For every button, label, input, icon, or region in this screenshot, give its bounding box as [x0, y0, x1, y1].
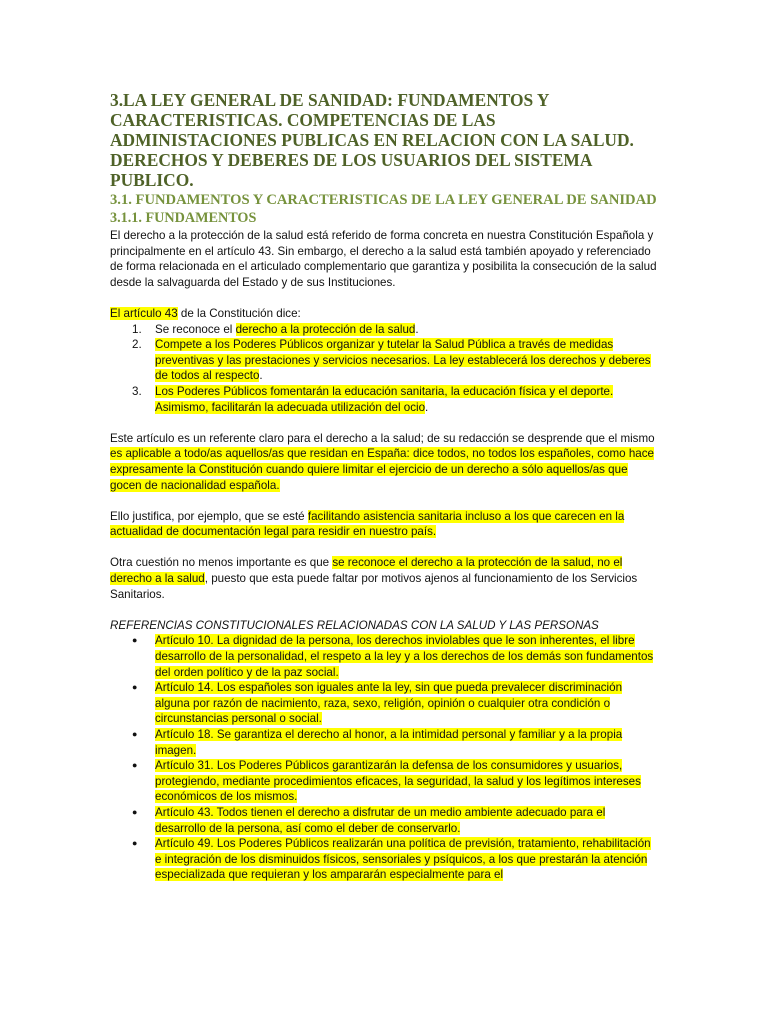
item-tail: . [259, 369, 263, 383]
paragraph-highlight: es aplicable a todo/as aquellos/as que residan en España: dice todos, no todos los españoles, como hace expresamente la Constitución cuando quiere limitar el ejercicio de un derecho a sólo aquellos/as que gocen de nacionalidad española. [110, 447, 654, 492]
list-item [110, 680, 658, 727]
bullet-icon: ● [132, 838, 138, 849]
section-heading: 3.1. FUNDAMENTOS Y CARACTERISTICAS DE LA LEY GENERAL DE SANIDAD [110, 192, 657, 208]
paragraph-highlight: se reconoce el derecho a la protección de la salud, no el derecho a la salud [110, 556, 623, 586]
reference-text: Artículo 31. Los Poderes Públicos garantizarán la defensa de los consumidores y usuarios, protegiendo, mediante procedimientos eficaces, la seguridad, la salud y los legítimos intereses económicos de los mismos. [155, 759, 641, 804]
reference-text: Artículo 18. Se garantiza el derecho al honor, a la intimidad personal y familiar y a la propia imagen. [155, 728, 623, 757]
bullet-icon: ● [132, 760, 138, 771]
bullet-icon: ● [132, 729, 138, 739]
references-title: REFERENCIAS CONSTITUCIONALES RELACIONADAS CON LA SALUD Y LAS PERSONAS [110, 618, 599, 632]
article43-lead [110, 306, 658, 322]
intro-paragraph: El derecho a la protección de la salud está referido de forma concreta en nuestra Constitución Española y principalmente en el artículo 43. Sin embargo, el derecho a la salud está también apoyado y referenciado de forma relacionada en el articulado complementario que garantiza y posibilita la consecución de la salud desde la salvaguarda del Estado y de sus Instituciones. [110, 229, 657, 289]
reference-text: Artículo 14. Los españoles son iguales ante la ley, sin que pueda prevalecer discriminación alguna por razón de nacimiento, raza, sexo, religión, opinión o cualquier otra condición o circunstancias personal o social. [155, 681, 623, 726]
item-tail: . [425, 400, 429, 414]
item-tail: . [415, 322, 419, 336]
paragraph-assistance [110, 509, 658, 540]
item-highlight: Los Poderes Públicos fomentarán la educación sanitaria, la educación física y el deporte. Asimismo, facilitarán la adecuada utilización del ocio [155, 384, 614, 414]
article43-item [110, 384, 658, 415]
paragraph-protection [110, 555, 658, 602]
paragraph-text: Ello justifica, por ejemplo, que se esté [110, 509, 308, 523]
paragraph-scope [110, 431, 658, 493]
item-text: Se reconoce el [155, 322, 236, 336]
document-content [110, 90, 658, 883]
list-item [110, 758, 658, 805]
reference-text: Artículo 49. Los Poderes Públicos realizarán una política de previsión, tratamiento, rehabilitación e integración de los disminuidos físicos, sensoriales y psíquicos, a los que prestarán la atención especializada que requieran y los ampararán especialmente para el [155, 837, 651, 882]
list-item [110, 836, 658, 883]
list-item [110, 633, 658, 680]
reference-text: Artículo 10. La dignidad de la persona, los derechos inviolables que le son inherentes, el libre desarrollo de la personalidad, el respeto a la ley y a los derechos de los demás son fundamentos del orden político y de la paz social. [155, 634, 654, 679]
article43-item [110, 322, 658, 338]
reference-text: Artículo 43. Todos tienen el derecho a disfrutar de un medio ambiente adecuado para el desarrollo de la persona, así como el deber de conservarlo. [155, 805, 606, 835]
list-number: 1. [132, 322, 142, 336]
list-item [110, 805, 658, 836]
main-heading: 3.LA LEY GENERAL DE SANIDAD: FUNDAMENTOS Y CARACTERISTICAS. COMPETENCIAS DE LAS ADMINISTACIONES PUBLICAS EN RELACION CON LA SALUD. DERECHOS Y DEBERES DE LOS USUARIOS DEL SISTEMA PUBLICO. [110, 90, 634, 190]
list-number: 3. [132, 384, 142, 398]
paragraph-text-tail: , puesto que esta puede faltar por motivos ajenos al funcionamiento de los Servicios Sanitarios. [110, 572, 638, 601]
bullet-icon: ● [132, 682, 138, 693]
bullet-icon: ● [132, 635, 138, 646]
subsection-heading: 3.1.1. FUNDAMENTOS [110, 210, 257, 226]
bullet-icon: ● [132, 806, 138, 817]
list-number: 2. [132, 338, 142, 352]
article43-lead-highlight: El artículo 43 [110, 306, 178, 320]
paragraph-highlight: facilitando asistencia sanitaria incluso a los que carecen en la actualidad de documentación legal para residir en nuestro país. [110, 509, 625, 539]
references-list [110, 633, 658, 883]
article43-item [110, 337, 658, 384]
article43-lead-rest: de la Constitución dice: [177, 306, 301, 320]
list-item [110, 727, 658, 758]
item-highlight: Compete a los Poderes Públicos organizar y tutelar la Salud Pública a través de medidas preventivas y las prestaciones y servicios necesarios. La ley establecerá los derechos y deberes de todos al respecto [155, 338, 651, 383]
item-highlight: derecho a la protección de la salud [235, 322, 416, 336]
paragraph-text: Otra cuestión no menos importante es que [110, 556, 333, 570]
article43-list [110, 322, 658, 416]
paragraph-text: Este artículo es un referente claro para el derecho a la salud; de su redacción se desprende que el mismo [110, 431, 655, 445]
